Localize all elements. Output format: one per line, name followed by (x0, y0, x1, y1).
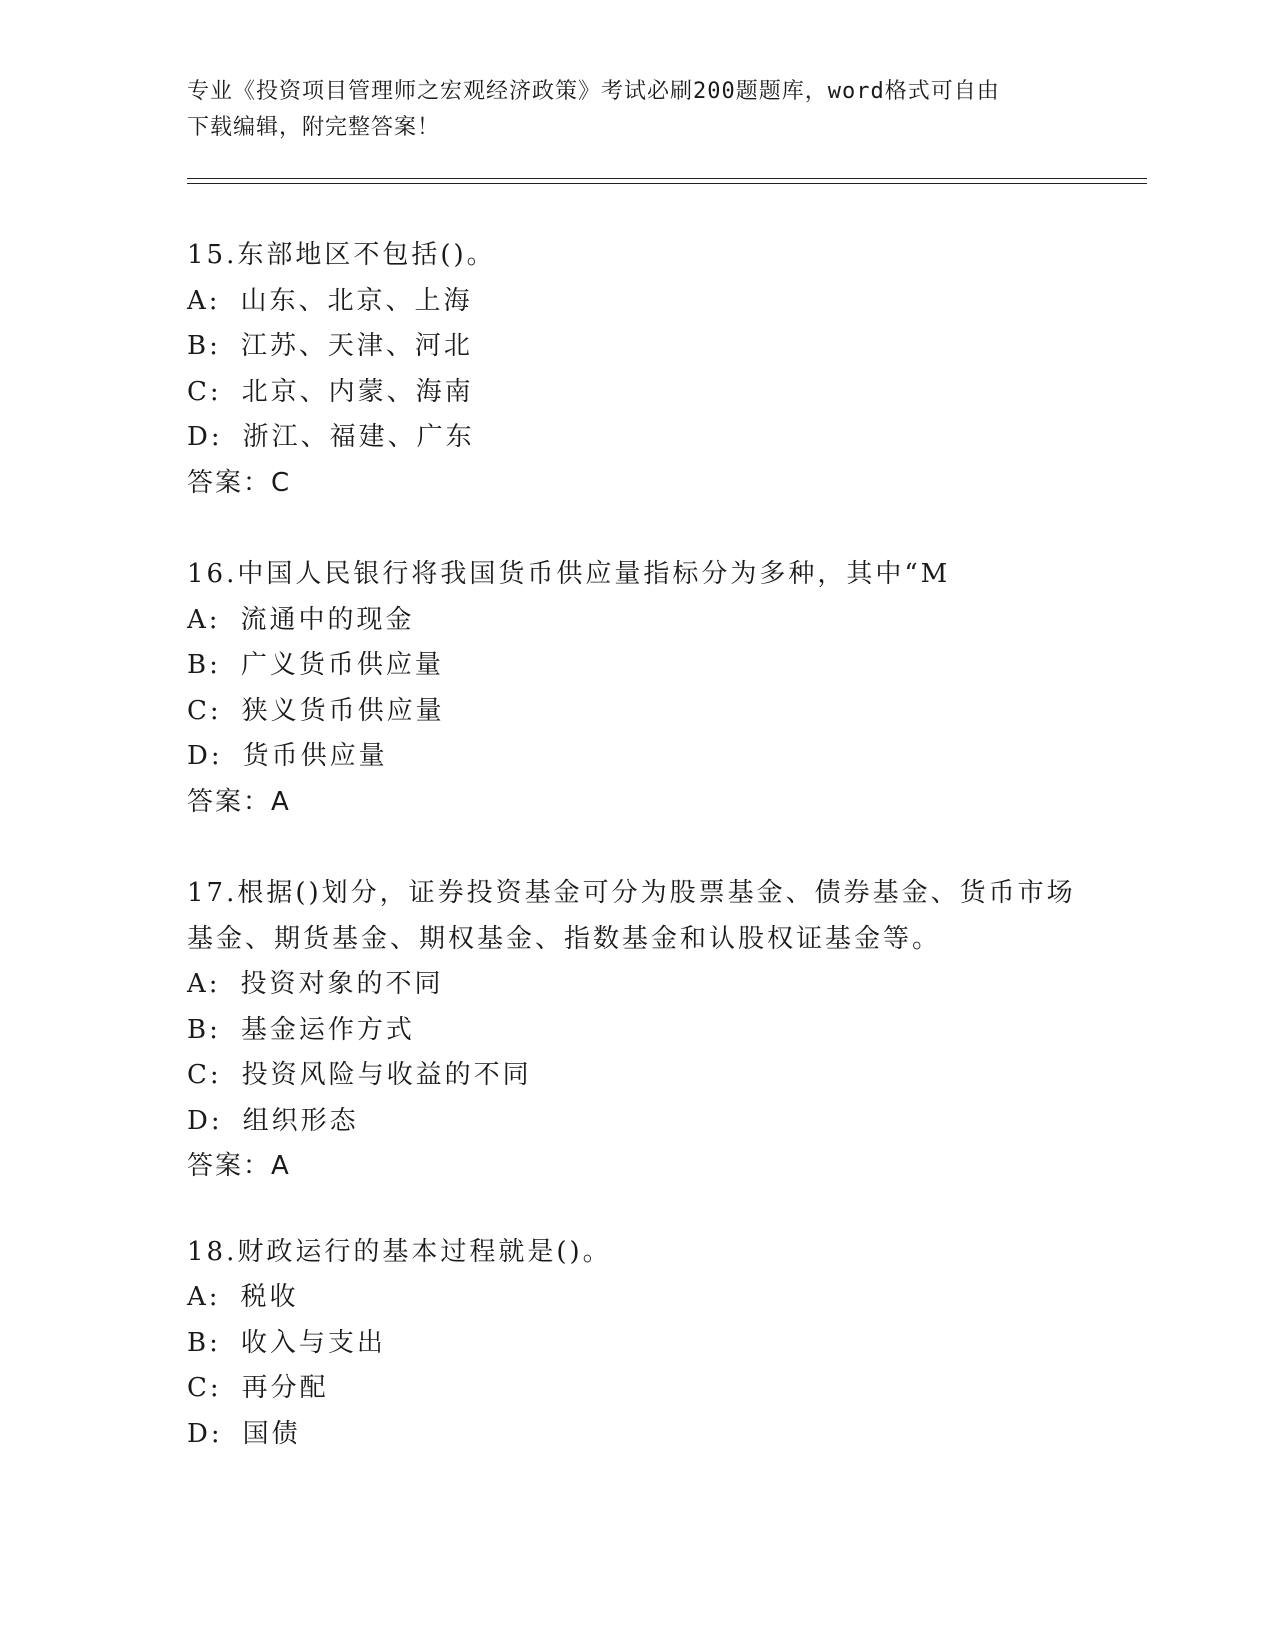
header-divider-top (187, 178, 1147, 179)
option-letter: D: (187, 1105, 223, 1136)
question-item (187, 1230, 1087, 1458)
answer-line: 答案：A (187, 786, 291, 817)
question-stem-line: 17.根据()划分，证券投资基金可分为股票基金、债券基金、货币市场 (187, 878, 1076, 908)
option-letter: B: (187, 650, 221, 680)
option-d (187, 1412, 1087, 1458)
option-b (187, 643, 1087, 689)
question-stem (187, 552, 1087, 598)
header-divider-bottom (187, 183, 1147, 184)
question-item (187, 552, 1087, 825)
option-text: 收入与支出 (240, 1327, 386, 1358)
option-text: 组织形态 (242, 1105, 359, 1136)
option-d (187, 1099, 1087, 1145)
option-text: 江苏、天津、河北 (240, 331, 473, 361)
option-a (187, 1275, 1087, 1321)
question-item (187, 233, 1087, 506)
header-line-2: 下载编辑，附完整答案！ (187, 115, 441, 140)
option-letter: D: (187, 741, 223, 771)
option-letter: C: (187, 1373, 222, 1403)
answer-line: 答案：A (187, 1151, 291, 1181)
option-a (187, 279, 1087, 325)
option-text: 狭义货币供应量 (241, 695, 445, 726)
option-letter: A: (187, 285, 221, 316)
option-text: 北京、内蒙、海南 (241, 376, 474, 407)
option-text: 广义货币供应量 (240, 650, 444, 680)
option-b (187, 1321, 1087, 1367)
header-line-1: 专业《投资项目管理师之宏观经济政策》考试必刷200题题库，word格式可自由 (187, 79, 1000, 104)
option-letter: D: (187, 1418, 223, 1449)
question-list (187, 233, 1087, 1503)
question-stem-line: 18.财政运行的基本过程就是()。 (187, 1236, 612, 1267)
question-stem (187, 233, 1087, 279)
option-letter: D: (187, 422, 223, 452)
option-a (187, 962, 1087, 1008)
option-text: 基金运作方式 (240, 1014, 415, 1045)
question-stem-line: 16.中国人民银行将我国货币供应量指标分为多种，其中“M (187, 559, 951, 589)
option-letter: B: (187, 1327, 221, 1358)
option-letter: C: (187, 376, 222, 407)
question-stem-line: 基金、期货基金、期权基金、指数基金和认股权证基金等。 (187, 923, 942, 954)
option-d (187, 734, 1087, 780)
option-letter: C: (187, 1060, 222, 1090)
option-c (187, 1366, 1087, 1412)
question-item (187, 871, 1087, 1190)
option-letter: A: (187, 969, 221, 999)
option-c (187, 689, 1087, 735)
answer-line: 答案：C (187, 467, 292, 498)
option-letter: B: (187, 331, 221, 361)
option-text: 货币供应量 (242, 741, 388, 771)
option-text: 国债 (242, 1418, 301, 1449)
option-letter: A: (187, 1282, 221, 1312)
option-text: 再分配 (241, 1373, 329, 1403)
option-b (187, 324, 1087, 370)
option-c (187, 370, 1087, 416)
question-stem (187, 871, 1087, 962)
question-stem (187, 1230, 1087, 1276)
option-a (187, 598, 1087, 644)
option-text: 流通中的现金 (240, 604, 415, 635)
option-letter: B: (187, 1014, 221, 1045)
question-stem-line: 15.东部地区不包括()。 (187, 240, 496, 270)
option-letter: C: (187, 695, 222, 726)
option-letter: A: (187, 604, 221, 635)
option-d (187, 415, 1087, 461)
option-text: 投资对象的不同 (240, 969, 444, 999)
document-header (187, 74, 1087, 146)
option-c (187, 1053, 1087, 1099)
option-b (187, 1008, 1087, 1054)
option-text: 投资风险与收益的不同 (241, 1060, 532, 1090)
option-text: 浙江、福建、广东 (242, 422, 475, 452)
option-text: 税收 (240, 1282, 299, 1312)
option-text: 山东、北京、上海 (240, 285, 473, 316)
